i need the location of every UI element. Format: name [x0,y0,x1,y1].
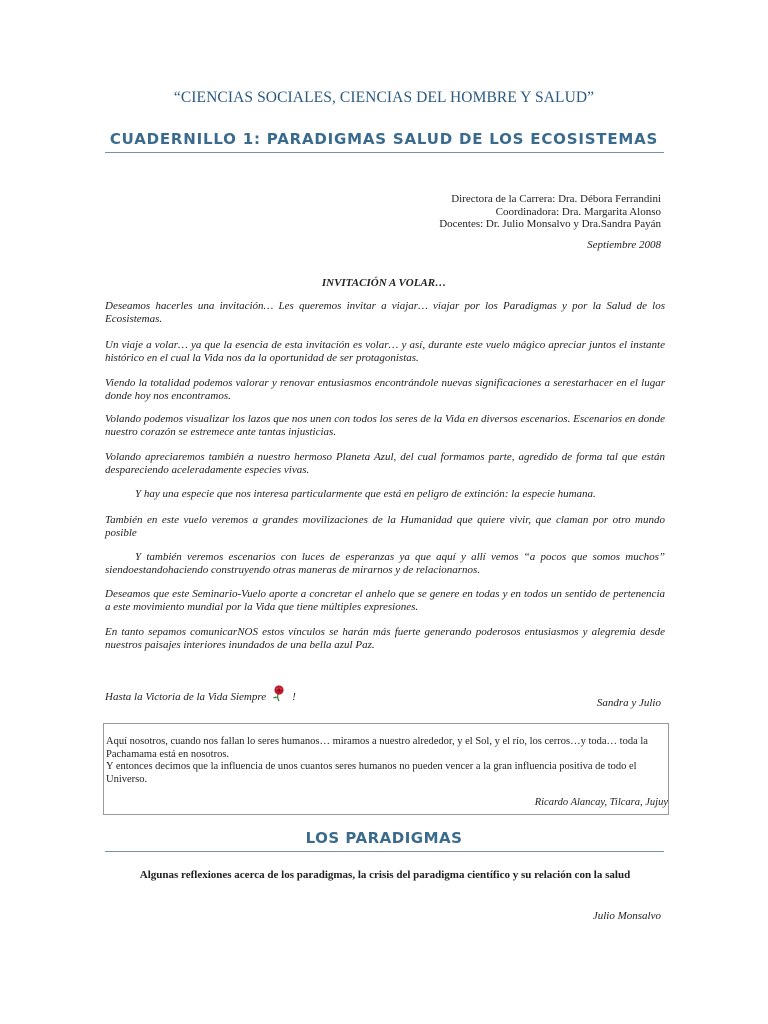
staff-coordinator: Coordinadora: Dra. Margarita Alonso [495,205,661,218]
invitation-paragraph-10: En tanto sepamos comunicarNOS estos vínculos se harán más fuerte generando poderosos entusiasmos y alegremia desde nuestros paisajes interiores inundados de una bella azul Paz. [105,626,665,651]
invitation-title: INVITACIÓN A VOLAR… [321,277,447,289]
rose-icon [270,684,288,705]
invitation-paragraph-1: Deseamos hacerles una invitación… Les queremos invitar a viajar… viajar por los Paradigmas y por la Salud de los Ecosistemas. [105,300,665,325]
title-divider [105,152,664,153]
invitation-paragraph-8: Y también veremos escenarios con luces de esperanzas ya que aquí y allí vemos “a pocos que somos muchos” siendoestandohaciendo construyendo otras maneras de mirarnos y de relacionarnos. [105,551,665,576]
document-date: Septiembre 2008 [587,239,661,251]
invitation-paragraph-9: Deseamos que este Seminario-Vuelo aporte a concretar el anhelo que se genere en todas y en todos un sentido de pertenencia a este movimiento mundial por la Vida que tiene múltiples expresiones. [105,588,665,613]
invitation-paragraph-6: Y hay una especie que nos interesa particularmente que está en peligro de extinción: la especie humana. [135,488,596,500]
quote-line-1: Aquí nosotros, cuando nos fallan lo seres humanos… miramos a nuestro alrededor, y el Sol, y el río, los cerros…y toda… toda la Pachamama está en nosotros. [106,736,648,760]
invitation-paragraph-7: También en este vuelo veremos a grandes movilizaciones de la Humanidad que quiere vivir, que claman por otro mundo posible [105,514,665,539]
staff-list [439,193,661,231]
quote-text [106,736,671,786]
section-subheading: Algunas reflexiones acerca de los paradigmas, la crisis del paradigma científico y su relación con la salud [139,869,631,881]
invitation-paragraph-5: Volando apreciaremos también a nuestro hermoso Planeta Azul, del cual formamos parte, agredido de forma tal que están despareciendo aceleradamente especies vivas. [105,451,665,476]
staff-director: Directora de la Carrera: Dra. Débora Ferrandini [451,193,661,205]
section-title: LOS PARADIGMAS [305,829,463,847]
staff-teachers: Docentes: Dr. Julio Monsalvo y Dra.Sandra Payán [439,218,661,230]
document-title: “CIENCIAS SOCIALES, CIENCIAS DEL HOMBRE Y SALUD” [173,89,595,106]
invitation-paragraph-4: Volando podemos visualizar los lazos que nos unen con todos los seres de la Vida en diversos escenarios. Escenarios en donde nuestro corazón se estremece ante tantas injusticias. [105,413,665,438]
invitation-signature: Sandra y Julio [596,697,661,709]
booklet-title: CUADERNILLO 1: PARADIGMAS SALUD DE LOS ECOSISTEMAS [109,130,659,148]
section-divider [105,851,664,852]
section-author: Julio Monsalvo [592,910,661,922]
invitation-paragraph-3: Viendo la totalidad podemos valorar y renovar entusiasmos encontrándole nuevas significaciones a serestarhacer en el lugar donde hoy nos encontramos. [105,377,665,402]
closing-text: Hasta la Victoria de la Vida Siempre [105,691,267,703]
invitation-paragraph-2: Un viaje a volar… ya que la esencia de esta invitación es volar… y así, durante este vuelo mágico apreciar juntos el instante histórico en el cual la Vida nos da la oportunidad de ser protagonistas. [105,339,665,364]
closing-exclamation: ! [292,691,296,703]
closing-line [105,684,296,705]
quote-line-2: Y entonces decimos que la influencia de unos cuantos seres humanos no pueden vencer a la gran influencia positiva de todo el Universo. [106,761,637,785]
quote-author: Ricardo Alancay, Tilcara, Jujuy [534,797,668,808]
